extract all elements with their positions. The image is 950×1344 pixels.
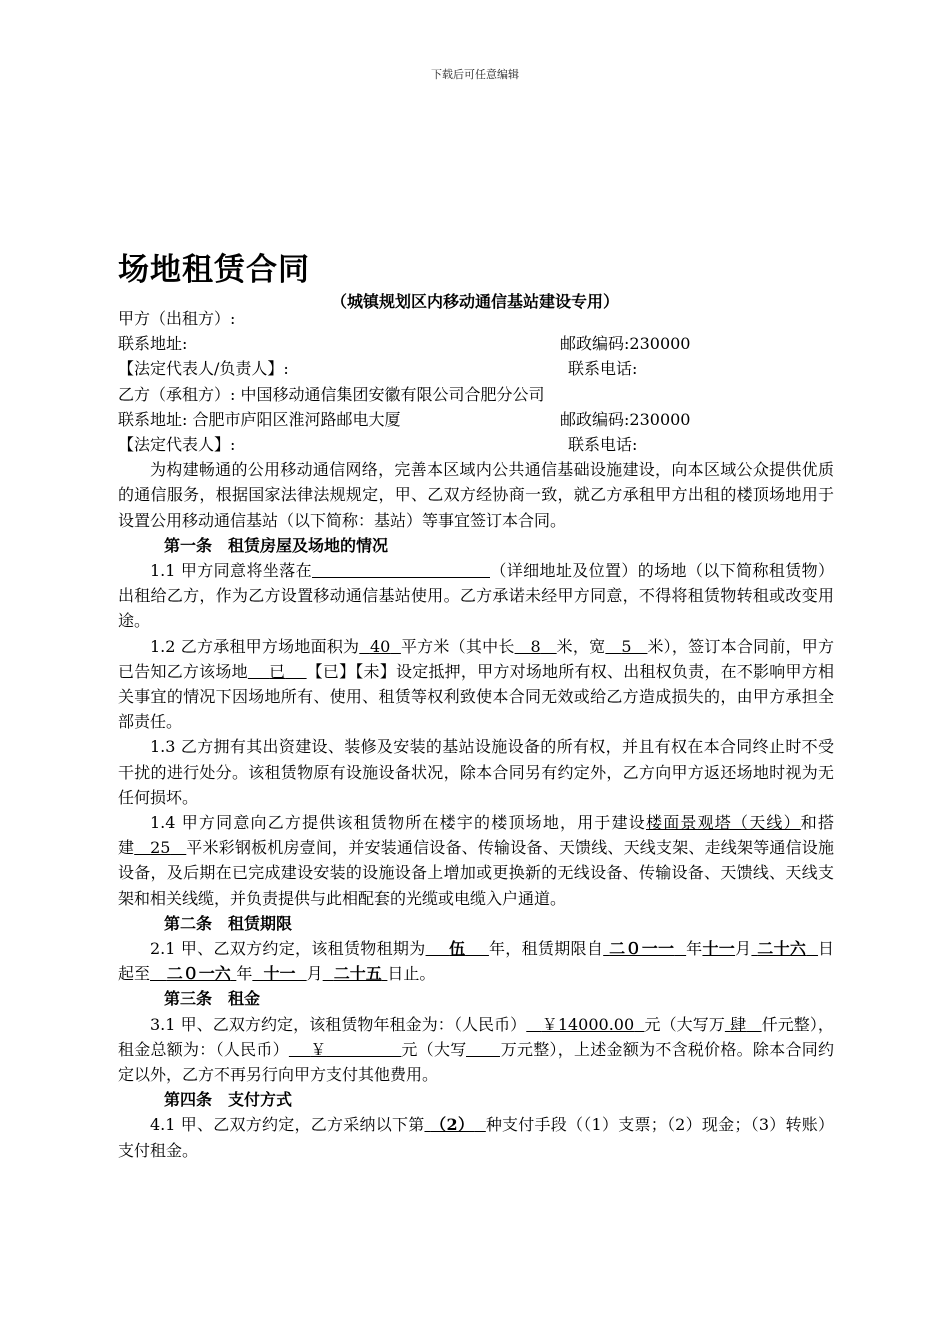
article-2-title: 第二条 租赁期限 (164, 913, 293, 933)
start-day-value: 二十六 (757, 938, 807, 958)
party-a-label: 甲方（出租方）: (118, 309, 236, 328)
width-value: 5 (621, 636, 632, 656)
party-a-line (118, 306, 834, 331)
party-b-name: 中国移动通信集团安徽有限公司合肥分公司 (240, 384, 545, 404)
clause-3-1 (118, 1012, 834, 1088)
preamble: 为构建畅通的公用移动通信网络，完善本区域内公共通信基础设施建设，向本区域公众提供优质的通信服务，根据国家法律法规规定，甲、乙双方经协商一致，就乙方承租甲方出租的楼顶场地用于设置公用移动通信基站（以下简称：基站）等事宜签订本合同。 (118, 460, 834, 530)
room-area-value: 25 (150, 838, 171, 858)
clause-1-3: 1.3 乙方拥有其出资建设、装修及安装的基站设施设备的所有权，并且有权在本合同终止时不受干扰的进行处分。该租赁物原有设施设备状况，除本合同另有约定外，乙方向甲方返还场地时视为无任何损坏。 (118, 737, 834, 807)
clause-1-4-text-b: 和搭建 (118, 812, 834, 858)
clause-4-1-text-b: 种支付手段（（1）支票；（2）现金；（3）转账）支付租金。 (118, 1115, 834, 1160)
contract-body (118, 306, 834, 1163)
clause-3-1-text-c: 万 (708, 1014, 725, 1034)
party-a-postcode-value: 230000 (629, 334, 691, 354)
end-day-value: 二十五 (333, 964, 382, 984)
month-label-1: 月 (735, 938, 752, 958)
clause-1-1 (118, 558, 834, 634)
article-4-title: 第四条 支付方式 (164, 1090, 293, 1110)
clause-3-1-text-f: 万元整），上述金额为不含税价格。除本合同约定以外，乙方不再另行向甲方支付其他费用。 (118, 1039, 834, 1084)
document-title: 场地租赁合同 (118, 252, 310, 288)
party-a-phone-label: 联系电话: (568, 359, 638, 379)
clause-1-1-text-a: 1.1 甲方同意将坐落在 (150, 560, 312, 580)
party-a-rep-line (118, 356, 834, 381)
clause-2-1-text-c: 日起至 (118, 938, 835, 984)
party-b-rep-label: 【法定代表人】: (118, 434, 236, 454)
length-value: 8 (530, 636, 541, 656)
party-a-address-label: 联系地址: (118, 334, 188, 354)
clause-3-1-text-d: 仟元整），租金总额为：（人民币） (118, 1014, 834, 1059)
payment-method-value: （2） (430, 1115, 475, 1135)
tower-value: 楼面景观塔（天线） (646, 812, 801, 832)
clause-3-1-text-e: 元（大写 (401, 1039, 467, 1059)
clause-4-1-text-a: 4.1 甲、乙双方约定，乙方采纳以下第 (150, 1115, 425, 1135)
start-month-value: 十一 (702, 938, 736, 958)
area-value: 40 (369, 636, 391, 656)
party-a-rep-label: 【法定代表人/负责人】: (118, 359, 289, 379)
clause-3-1-text-a: 3.1 甲、乙双方约定，该租赁物年租金为：（人民币） (150, 1014, 527, 1034)
clause-1-4-text-c: 平米彩钢板机房壹间，并安装通信设备、传输设备、天馈线、天线支架、走线架等通信设施设备，及后期在已完成建设安装的设施设备上增加或更换新的无线设备、传输设备、天馈线、天线支架和相关线缆，并负责提供与此相配套的光缆或电缆入户通道。 (118, 838, 834, 908)
clause-1-1-text-b: （详细地址及位置）的场地（以下简称租赁物）出租给乙方，作为乙方设置移动通信基站使用。乙方承诺未经甲方同意，不得将租赁物转租或改变用途。 (118, 560, 834, 631)
clause-2-1-text-a: 2.1 甲、乙双方约定，该租赁物租期为 (150, 938, 426, 958)
party-b-address-label: 联系地址: (118, 409, 188, 429)
clause-1-2-text-d: 米），签订本合同前，甲方已告知乙方该场地 (118, 636, 834, 681)
clause-2-1-text-b: 年，租赁期限自 (488, 938, 604, 958)
clause-1-2-text-a: 1.2 乙方承租甲方场地面积为 (150, 636, 360, 656)
document-subtitle: （城镇规划区内移动通信基站建设专用） (330, 292, 619, 311)
total-rent-words-blank (466, 1039, 500, 1057)
clause-1-2 (118, 634, 834, 735)
article-1-title: 第一条 租赁房屋及场地的情况 (164, 535, 389, 555)
years-value: 伍 (449, 938, 466, 958)
party-b-address: 合肥市庐阳区淮河路邮电大厦 (192, 409, 401, 429)
mortgage-value: 已 (269, 661, 286, 681)
header-note: 下载后可任意编辑 (431, 68, 519, 81)
start-year-value: 二０一一 (609, 938, 675, 958)
clause-1-2-text-b: 平方米（其中长 (400, 636, 515, 656)
clause-2-1 (118, 936, 834, 986)
party-b-phone-label: 联系电话: (568, 434, 638, 454)
end-year-value: 二０一六 (166, 964, 231, 984)
party-a-postcode (560, 331, 690, 356)
year-label-2: 年 (236, 964, 253, 984)
total-rent-value: ￥ (310, 1039, 327, 1059)
clause-1-2-text-e: 【已】【未】设定抵押，甲方对场地所有权、出租权负责，在不影响甲方相关事宜的情况下因场地所有、使用、租赁等权利致使本合同无效或给乙方造成损失的，由甲方承担全部责任。 (118, 661, 834, 732)
article-3-title: 第三条 租金 (164, 989, 261, 1009)
party-a-address-line (118, 331, 834, 356)
clause-3-1-text-b: 元（大写 (644, 1014, 709, 1034)
month-label-2: 月 (306, 964, 323, 984)
clause-4-1 (118, 1112, 834, 1162)
location-blank (312, 560, 490, 578)
rent-thousand-value: 肆 (730, 1014, 747, 1034)
party-b-postcode (560, 407, 690, 432)
year-label-1: 年 (686, 938, 703, 958)
party-b-postcode-value: 230000 (629, 409, 691, 429)
party-b-line (118, 382, 834, 407)
party-b-postcode-label: 邮政编码: (560, 409, 630, 429)
end-month-value: 十一 (263, 964, 296, 984)
party-b-address-line (118, 407, 834, 432)
party-b-rep-line (118, 432, 834, 457)
clause-2-1-text-d: 日止。 (387, 964, 436, 984)
clause-1-4-text-a: 1.4 甲方同意向乙方提供该租赁物所在楼宇的楼顶场地，用于建设 (150, 812, 647, 832)
clause-1-4 (118, 810, 834, 911)
party-a-postcode-label: 邮政编码: (560, 334, 630, 354)
annual-rent-value: ￥14000.00 (541, 1014, 635, 1034)
clause-1-2-text-c: 米，宽 (556, 636, 606, 656)
party-b-label: 乙方（承租方）: (118, 384, 236, 404)
